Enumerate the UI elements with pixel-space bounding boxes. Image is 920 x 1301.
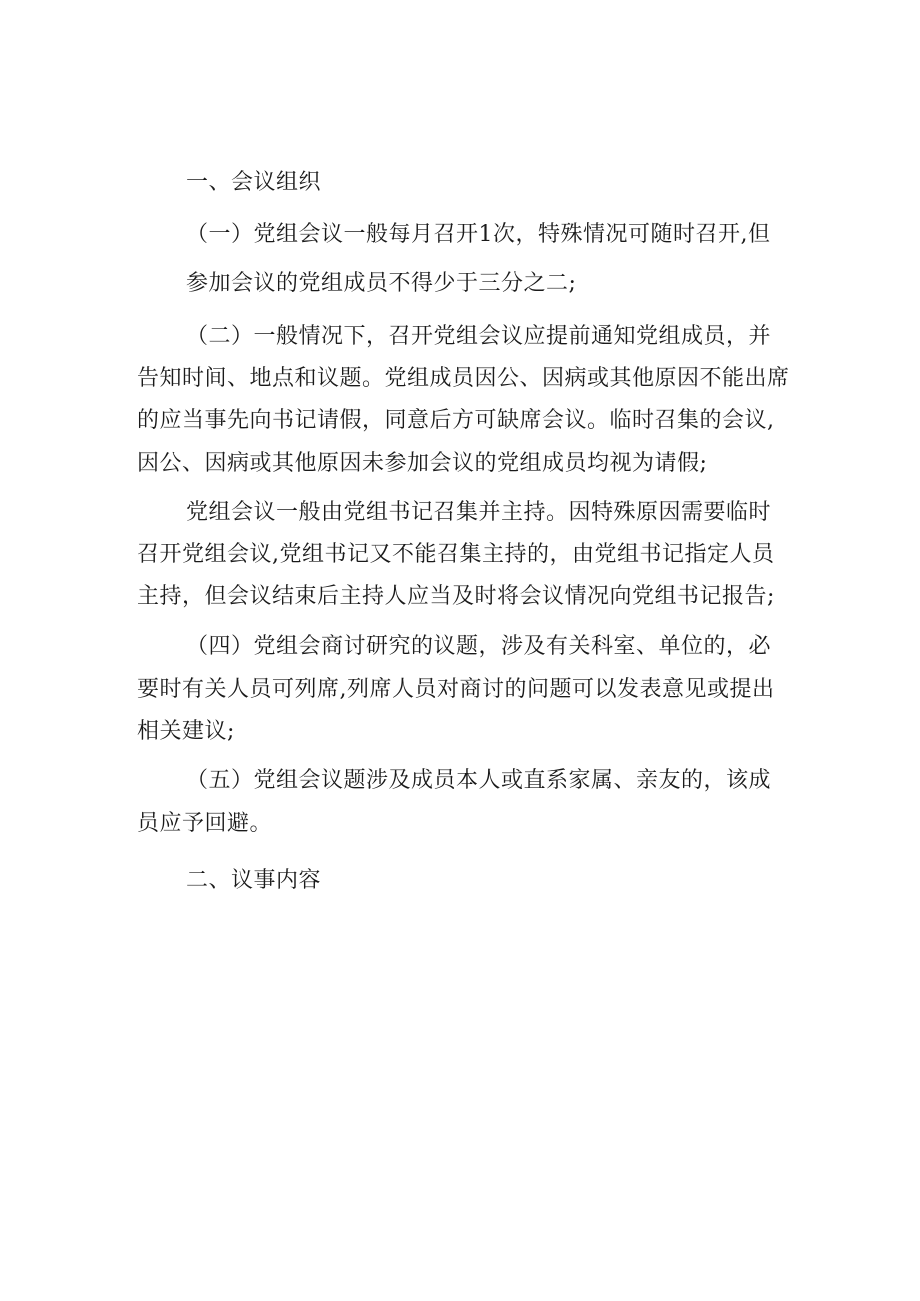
item4-line1: （四）党组会商讨研究的议题，涉及有关科室、单位的，必 bbox=[186, 634, 772, 659]
item1-line1: （一）党组会议一般每月召开1次，特殊情况可随时召开,但 bbox=[186, 222, 771, 247]
item5-line2: 员应予回避。 bbox=[137, 811, 273, 836]
item3-line1: 党组会议一般由党组书记召集并主持。因特殊原因需要临时 bbox=[186, 500, 772, 525]
item2-line2: 告知时间、地点和议题。党组成员因公、因病或其他原因不能出席 bbox=[137, 366, 790, 391]
section-heading-organization: 一、会议组织 bbox=[186, 170, 322, 195]
item2-line3: 的应当事先向书记请假，同意后方可缺席会议。临时召集的会议, bbox=[137, 408, 775, 433]
item3-line2: 召开党组会议,党组书记又不能召集主持的，由党组书记指定人员 bbox=[137, 542, 775, 567]
section-heading-content: 二、议事内容 bbox=[186, 868, 322, 893]
item2-line1: （二）一般情况下，召开党组会议应提前通知党组成员，并 bbox=[186, 324, 772, 349]
item2-line4: 因公、因病或其他原因未参加会议的党组成员均视为请假; bbox=[137, 451, 708, 476]
item1-line2: 参加会议的党组成员不得少于三分之二; bbox=[186, 271, 577, 296]
item4-line3: 相关建议; bbox=[137, 719, 235, 744]
item5-line1: （五）党组会议题涉及成员本人或直系家属、亲友的，该成 bbox=[186, 768, 772, 793]
item4-line2: 要时有关人员可列席,列席人员对商讨的问题可以发表意见或提出 bbox=[137, 677, 775, 702]
item3-line3: 主持，但会议结束后主持人应当及时将会议情况向党组书记报告; bbox=[137, 584, 775, 609]
